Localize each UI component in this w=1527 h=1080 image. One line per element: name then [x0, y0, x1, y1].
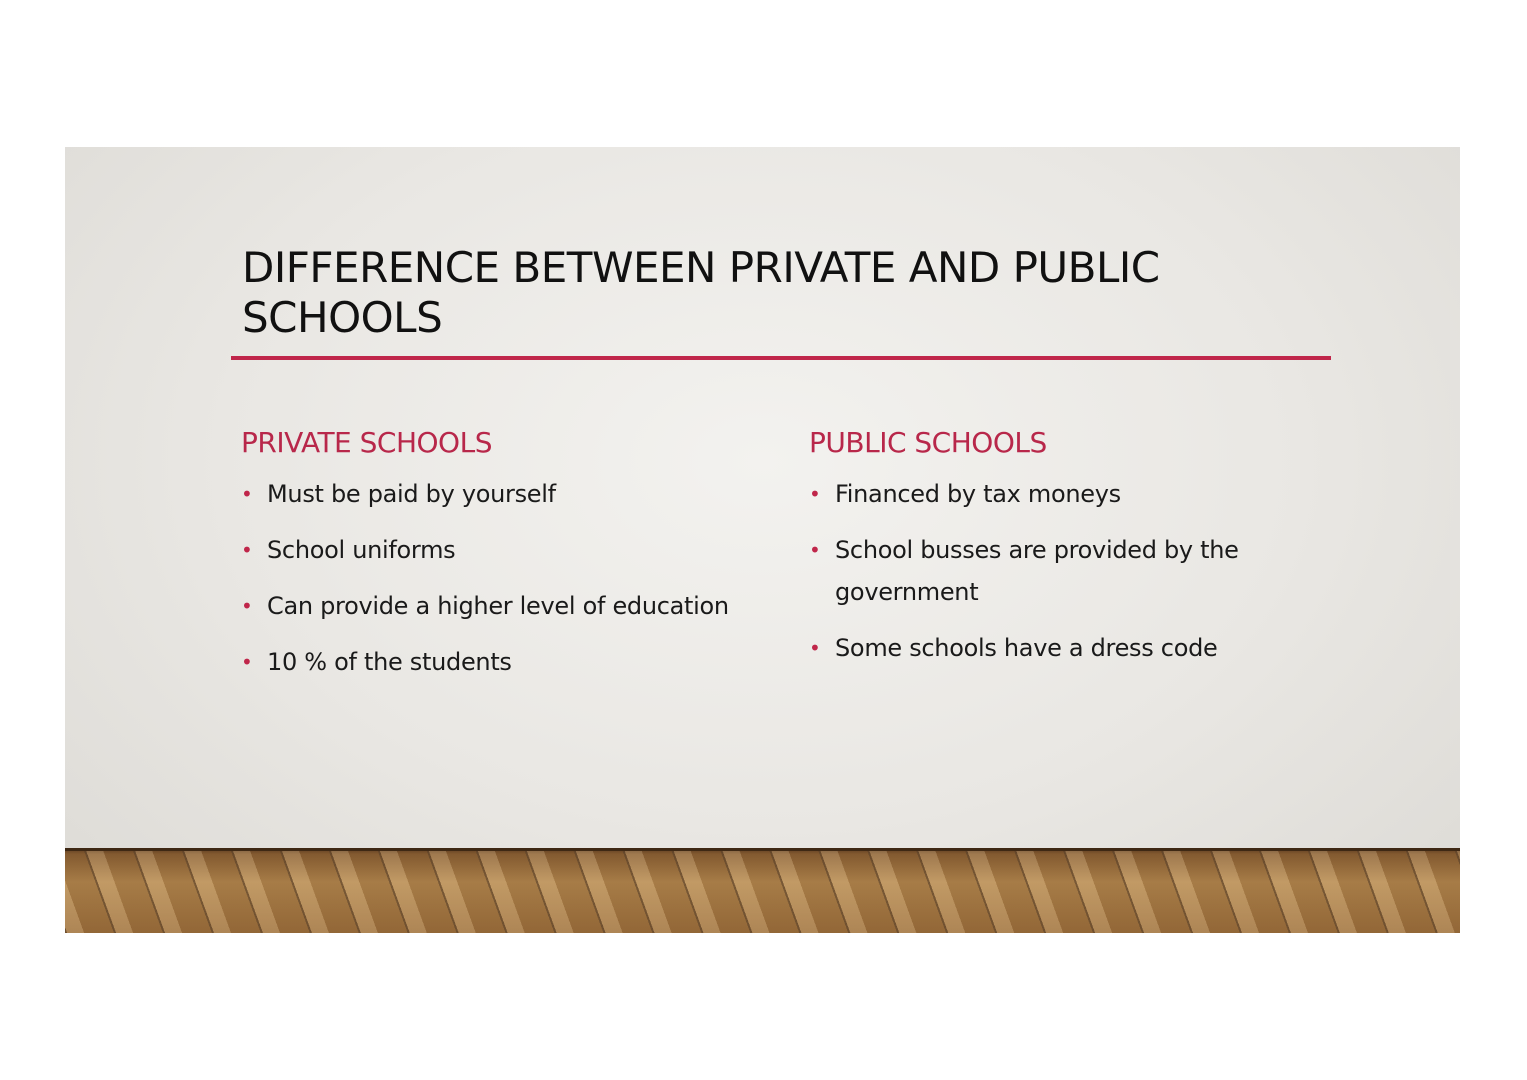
floor-edge [65, 848, 1460, 851]
list-item [809, 529, 1269, 613]
presentation-slide [65, 147, 1460, 933]
private-schools-column [241, 425, 781, 697]
list-item-text: Can provide a higher level of education [267, 592, 729, 620]
list-item-text: Must be paid by yourself [267, 480, 556, 508]
list-item-text: School uniforms [267, 536, 456, 564]
list-item [241, 529, 781, 571]
private-schools-heading: PRIVATE SCHOOLS [241, 426, 492, 459]
wooden-floor-image [65, 848, 1460, 933]
bullet-icon: • [241, 482, 253, 506]
list-item [241, 473, 781, 515]
private-schools-list [241, 473, 781, 683]
bullet-icon: • [241, 538, 253, 562]
bullet-icon: • [241, 650, 253, 674]
title-underline [231, 356, 1331, 360]
slide-title: DIFFERENCE BETWEEN PRIVATE AND PUBLIC SCHOOLS [242, 243, 1160, 342]
bullet-icon: • [809, 482, 821, 506]
list-item-text: 10 % of the students [267, 648, 512, 676]
bullet-icon: • [809, 636, 821, 660]
list-item-text: Financed by tax moneys [835, 480, 1121, 508]
public-schools-list [809, 473, 1269, 669]
list-item-text: Some schools have a dress code [835, 634, 1218, 662]
list-item-text: School busses are provided by the government [835, 536, 1239, 606]
list-item [809, 627, 1269, 669]
list-item [809, 473, 1269, 515]
public-schools-column [809, 425, 1269, 683]
list-item [241, 641, 781, 683]
bullet-icon: • [809, 538, 821, 562]
bullet-icon: • [241, 594, 253, 618]
public-schools-heading: PUBLIC SCHOOLS [809, 426, 1047, 459]
list-item [241, 585, 781, 627]
